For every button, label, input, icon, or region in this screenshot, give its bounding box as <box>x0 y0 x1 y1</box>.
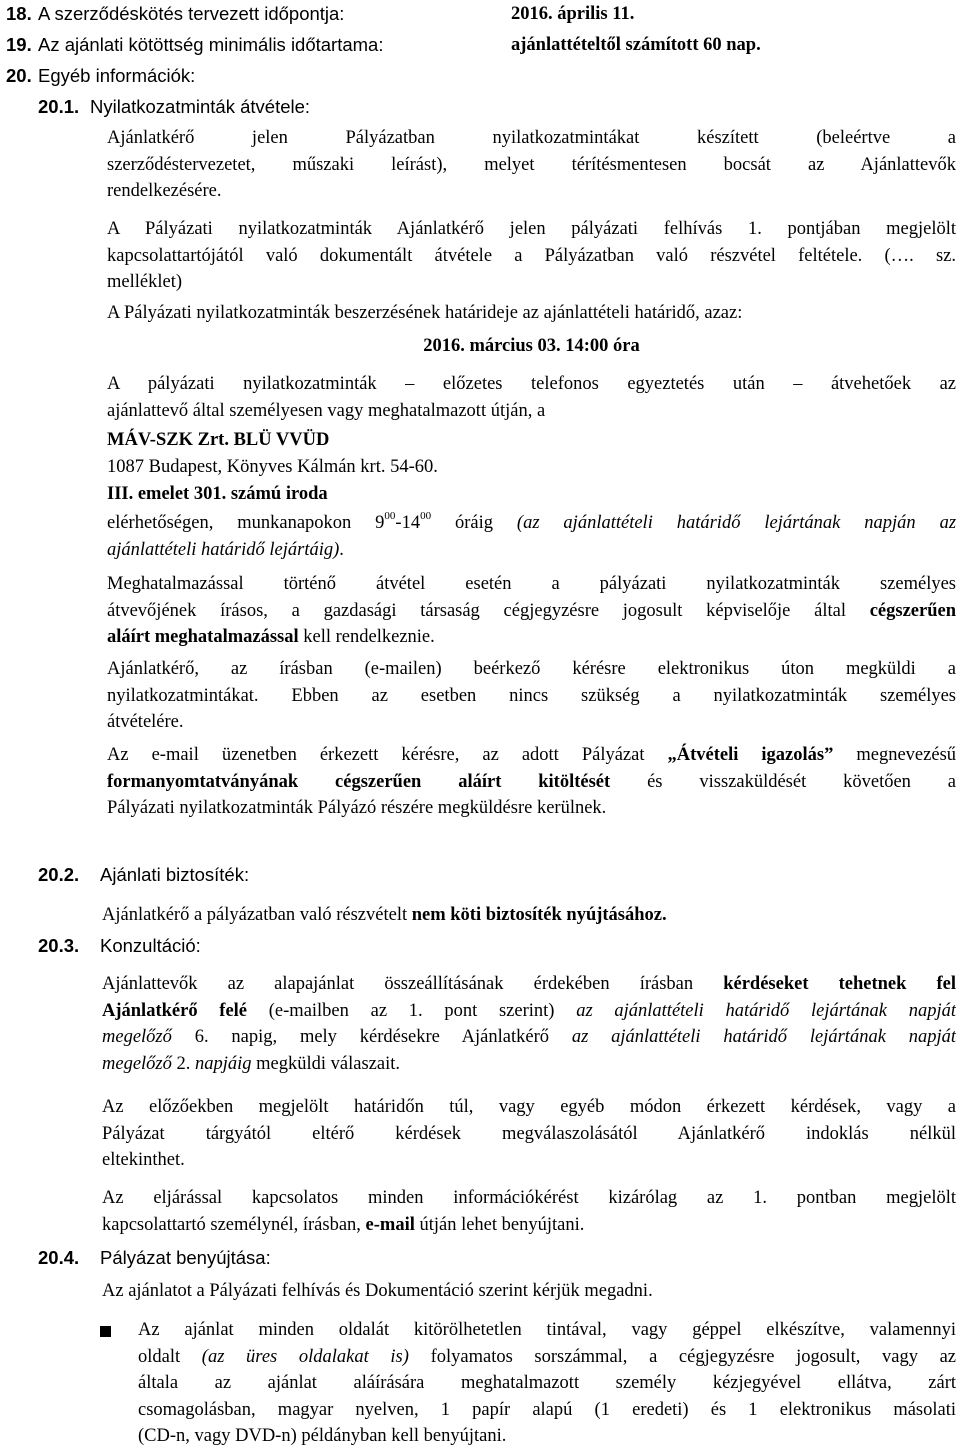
bold-run: Ajánlatkérő felé <box>102 1000 248 1021</box>
paragraph-biztositek <box>102 903 667 927</box>
text-line: csomagolásban, magyar nyelven, 1 papír alapú (1 eredeti) és 1 elektronikus másolati <box>138 1399 956 1420</box>
text-line: (CD-n, vagy DVD-n) példányban kell benyújtani. <box>138 1426 507 1446</box>
organization-address: 1087 Budapest, Könyves Kálmán krt. 54-60. <box>107 457 438 477</box>
paragraph-informaciokeres <box>102 1185 956 1238</box>
item-18-value: 2016. április 11. <box>511 4 635 24</box>
text-run: Az e-mail üzenetben érkezett kérésre, az adott Pályázat <box>107 745 645 765</box>
bold-run: e-mail <box>365 1214 415 1235</box>
text-line <box>107 624 956 651</box>
item-20-1-title: Nyilatkozatminták átvétele: <box>90 96 311 117</box>
item-18-number: 18. <box>6 3 32 24</box>
avail-italic-1: (az ajánlattételi határidő lejártának napján az <box>516 513 956 533</box>
text-line: Az ajánlat minden oldalát kitörölhetetlen tintával, vagy géppel elkészítve, valamennyi <box>138 1320 956 1340</box>
paragraph-beszerzes-hatarido: A Pályázati nyilatkozatminták beszerzésének határideje az ajánlattételi határidő, azaz: <box>107 303 743 323</box>
italic-run: az ajánlattételi határidő lejártának napját <box>576 1000 956 1021</box>
text-line: rendelkezésére. <box>107 181 222 201</box>
paragraph-benyujtas-intro: Az ajánlatot a Pályázati felhívás és Dokumentáció szerint kérjük megadni. <box>102 1281 653 1301</box>
text-line <box>138 1344 956 1371</box>
text-run: Ajánlattevők az alapajánlat összeállításának érdekében írásban <box>102 974 694 994</box>
paragraph-meghatalmazas <box>107 571 956 651</box>
text-run: oldalt <box>138 1346 181 1367</box>
text-run: (e-mailben az 1. pont szerint) <box>268 1000 555 1021</box>
bullet-item-benyujtas <box>138 1317 956 1450</box>
text-line: Ajánlatkérő jelen Pályázatban nyilatkozatmintákat készített (beleértve a <box>107 128 956 148</box>
text-line: ajánlattevő által személyesen vagy meghatalmazott útján, a <box>107 400 546 421</box>
paragraph-atveteli-igazolas <box>107 742 956 822</box>
avail-sup-2: 00 <box>420 510 432 522</box>
text-line <box>102 1024 956 1051</box>
bold-run: formanyomtatványának cégszerűen aláírt kitöltését <box>107 771 611 792</box>
office-room-label: számú iroda <box>230 484 328 504</box>
item-20-3-number: 20.3. <box>38 935 80 956</box>
office-floor: III. emelet 301. <box>107 484 227 504</box>
text-line: Az előzőekben megjelölt határidőn túl, vagy egyéb módon érkezett kérdések, vagy a <box>102 1097 956 1117</box>
text-line <box>102 1051 956 1078</box>
text-line: átvételére. <box>107 712 184 732</box>
item-20-4-number: 20.4. <box>38 1247 80 1268</box>
item-19-label: Az ajánlati kötöttség minimális időtartama: <box>38 34 384 55</box>
italic-run: megelőző <box>102 1027 172 1047</box>
paragraph-email-kuldes <box>107 656 956 736</box>
deadline-date: 2016. március 03. 14:00 óra <box>423 336 640 356</box>
paragraph-egyeb-kerdesek <box>102 1094 956 1174</box>
text-line: A Pályázati nyilatkozatminták Ajánlatkérő jelen pályázati felhívás 1. pontjában megjelölt <box>107 219 956 239</box>
avail-sup-1: 00 <box>384 510 396 522</box>
text-line: A pályázati nyilatkozatminták – előzetes telefonos egyeztetés után – átvehetőek az <box>107 374 956 394</box>
paragraph-konzultacio <box>102 971 956 1077</box>
paragraph-atvetel-feltetel <box>107 216 956 296</box>
text-line <box>107 510 956 537</box>
paragraph-atveheto <box>107 371 956 424</box>
item-20-number: 20. <box>6 65 32 86</box>
item-20-4-title: Pályázat benyújtása: <box>100 1247 271 1268</box>
item-19-value: ajánlattételtől számított 60 nap. <box>511 35 761 55</box>
italic-run: az ajánlattételi határidő lejártának napját <box>571 1027 956 1047</box>
text-run: folyamatos sorszámmal, a cégjegyzésre jogosult, vagy az <box>430 1346 956 1367</box>
text-line <box>102 998 956 1025</box>
text-line <box>107 537 956 564</box>
italic-run: napjáig <box>195 1053 252 1074</box>
text-line: Ajánlatkérő, az írásban (e-mailen) beérkező kérésre elektronikus úton megküldi a <box>107 659 956 679</box>
text-run: kell rendelkeznie. <box>303 627 435 647</box>
text-line <box>107 742 956 769</box>
text-line <box>107 769 956 796</box>
text-line <box>102 971 956 998</box>
text-line <box>102 1212 956 1239</box>
organization-name: MÁV-SZK Zrt. BLÜ VVÜD <box>107 430 330 450</box>
bold-run: „Átvételi igazolás” <box>667 745 834 765</box>
text-run: megnevezésű <box>856 745 956 765</box>
item-20-3-title: Konzultáció: <box>100 935 201 956</box>
avail-text-c: óráig <box>455 513 494 533</box>
item-20-1-number: 20.1. <box>38 96 80 117</box>
text-run: útján lehet benyújtani. <box>419 1214 585 1235</box>
text-line: Meghatalmazással történő átvétel esetén a pályázati nyilatkozatminták személyes <box>107 574 956 594</box>
text-run: és visszaküldését követően a <box>647 771 956 792</box>
text-line: eltekinthet. <box>102 1150 185 1170</box>
text-run: megküldi válaszait. <box>256 1053 401 1074</box>
item-18-label: A szerződéskötés tervezett időpontja: <box>38 3 345 24</box>
item-20-2-title: Ajánlati biztosíték: <box>100 864 250 885</box>
paragraph-nyilatkozatmintak <box>107 125 956 205</box>
avail-end: . <box>339 539 344 560</box>
item-19-number: 19. <box>6 34 32 55</box>
text-line: általa az ajánlat aláírására meghatalmazott személy kézjegyével ellátva, zárt <box>138 1373 956 1393</box>
text-line: Pályázati nyilatkozatminták Pályázó részére megküldésre kerülnek. <box>107 798 607 818</box>
text-line: szerződéstervezetet, műszaki leírást), melyet térítésmentesen bocsát az Ajánlattevők <box>107 154 956 175</box>
bold-run: cégszerűen <box>869 600 956 621</box>
avail-italic-2: ajánlattételi határidő lejártáig) <box>107 539 340 560</box>
avail-text-a: elérhetőségen, munkanapokon 9 <box>107 513 385 533</box>
italic-run: (az üres oldalakat is) <box>201 1346 409 1367</box>
text-line: Pályázat tárgyától eltérő kérdések megválaszolásától Ajánlatkérő indoklás nélkül <box>102 1123 956 1144</box>
avail-text-b: -14 <box>395 513 421 533</box>
text-run: átvevőjének írásos, a gazdasági társaság cégjegyzésre jogosult képviselője által <box>107 600 846 621</box>
text-run: 2. <box>176 1053 191 1074</box>
item-20-label: Egyéb információk: <box>38 65 196 86</box>
paragraph-elerhetoseg <box>107 510 956 563</box>
text-run: Ajánlatkérő a pályázatban való részvételt <box>102 905 408 925</box>
office-room <box>107 482 328 506</box>
bold-run: nem köti biztosíték nyújtásához. <box>411 905 667 925</box>
item-20-2-number: 20.2. <box>38 864 80 885</box>
text-line: kapcsolattartójától való dokumentált átvétele a Pályázatban való részvétel feltétele. (…. sz. <box>107 245 956 266</box>
italic-run: megelőző <box>102 1053 172 1074</box>
bold-run: kérdéseket tehetnek fel <box>723 974 956 994</box>
text-line <box>107 598 956 625</box>
text-line: nyilatkozatmintákat. Ebben az esetben nincs szükség a nyilatkozatminták személyes <box>107 685 956 706</box>
square-bullet-icon <box>100 1326 111 1337</box>
text-run: kapcsolattartó személynél, írásban, <box>102 1214 361 1235</box>
text-line: Az eljárással kapcsolatos minden információkérést kizárólag az 1. pontban megjelölt <box>102 1188 956 1208</box>
text-run: 6. napig, mely kérdésekre Ajánlatkérő <box>194 1027 549 1047</box>
text-line: melléklet) <box>107 272 182 292</box>
bold-run: aláírt meghatalmazással <box>107 627 299 647</box>
